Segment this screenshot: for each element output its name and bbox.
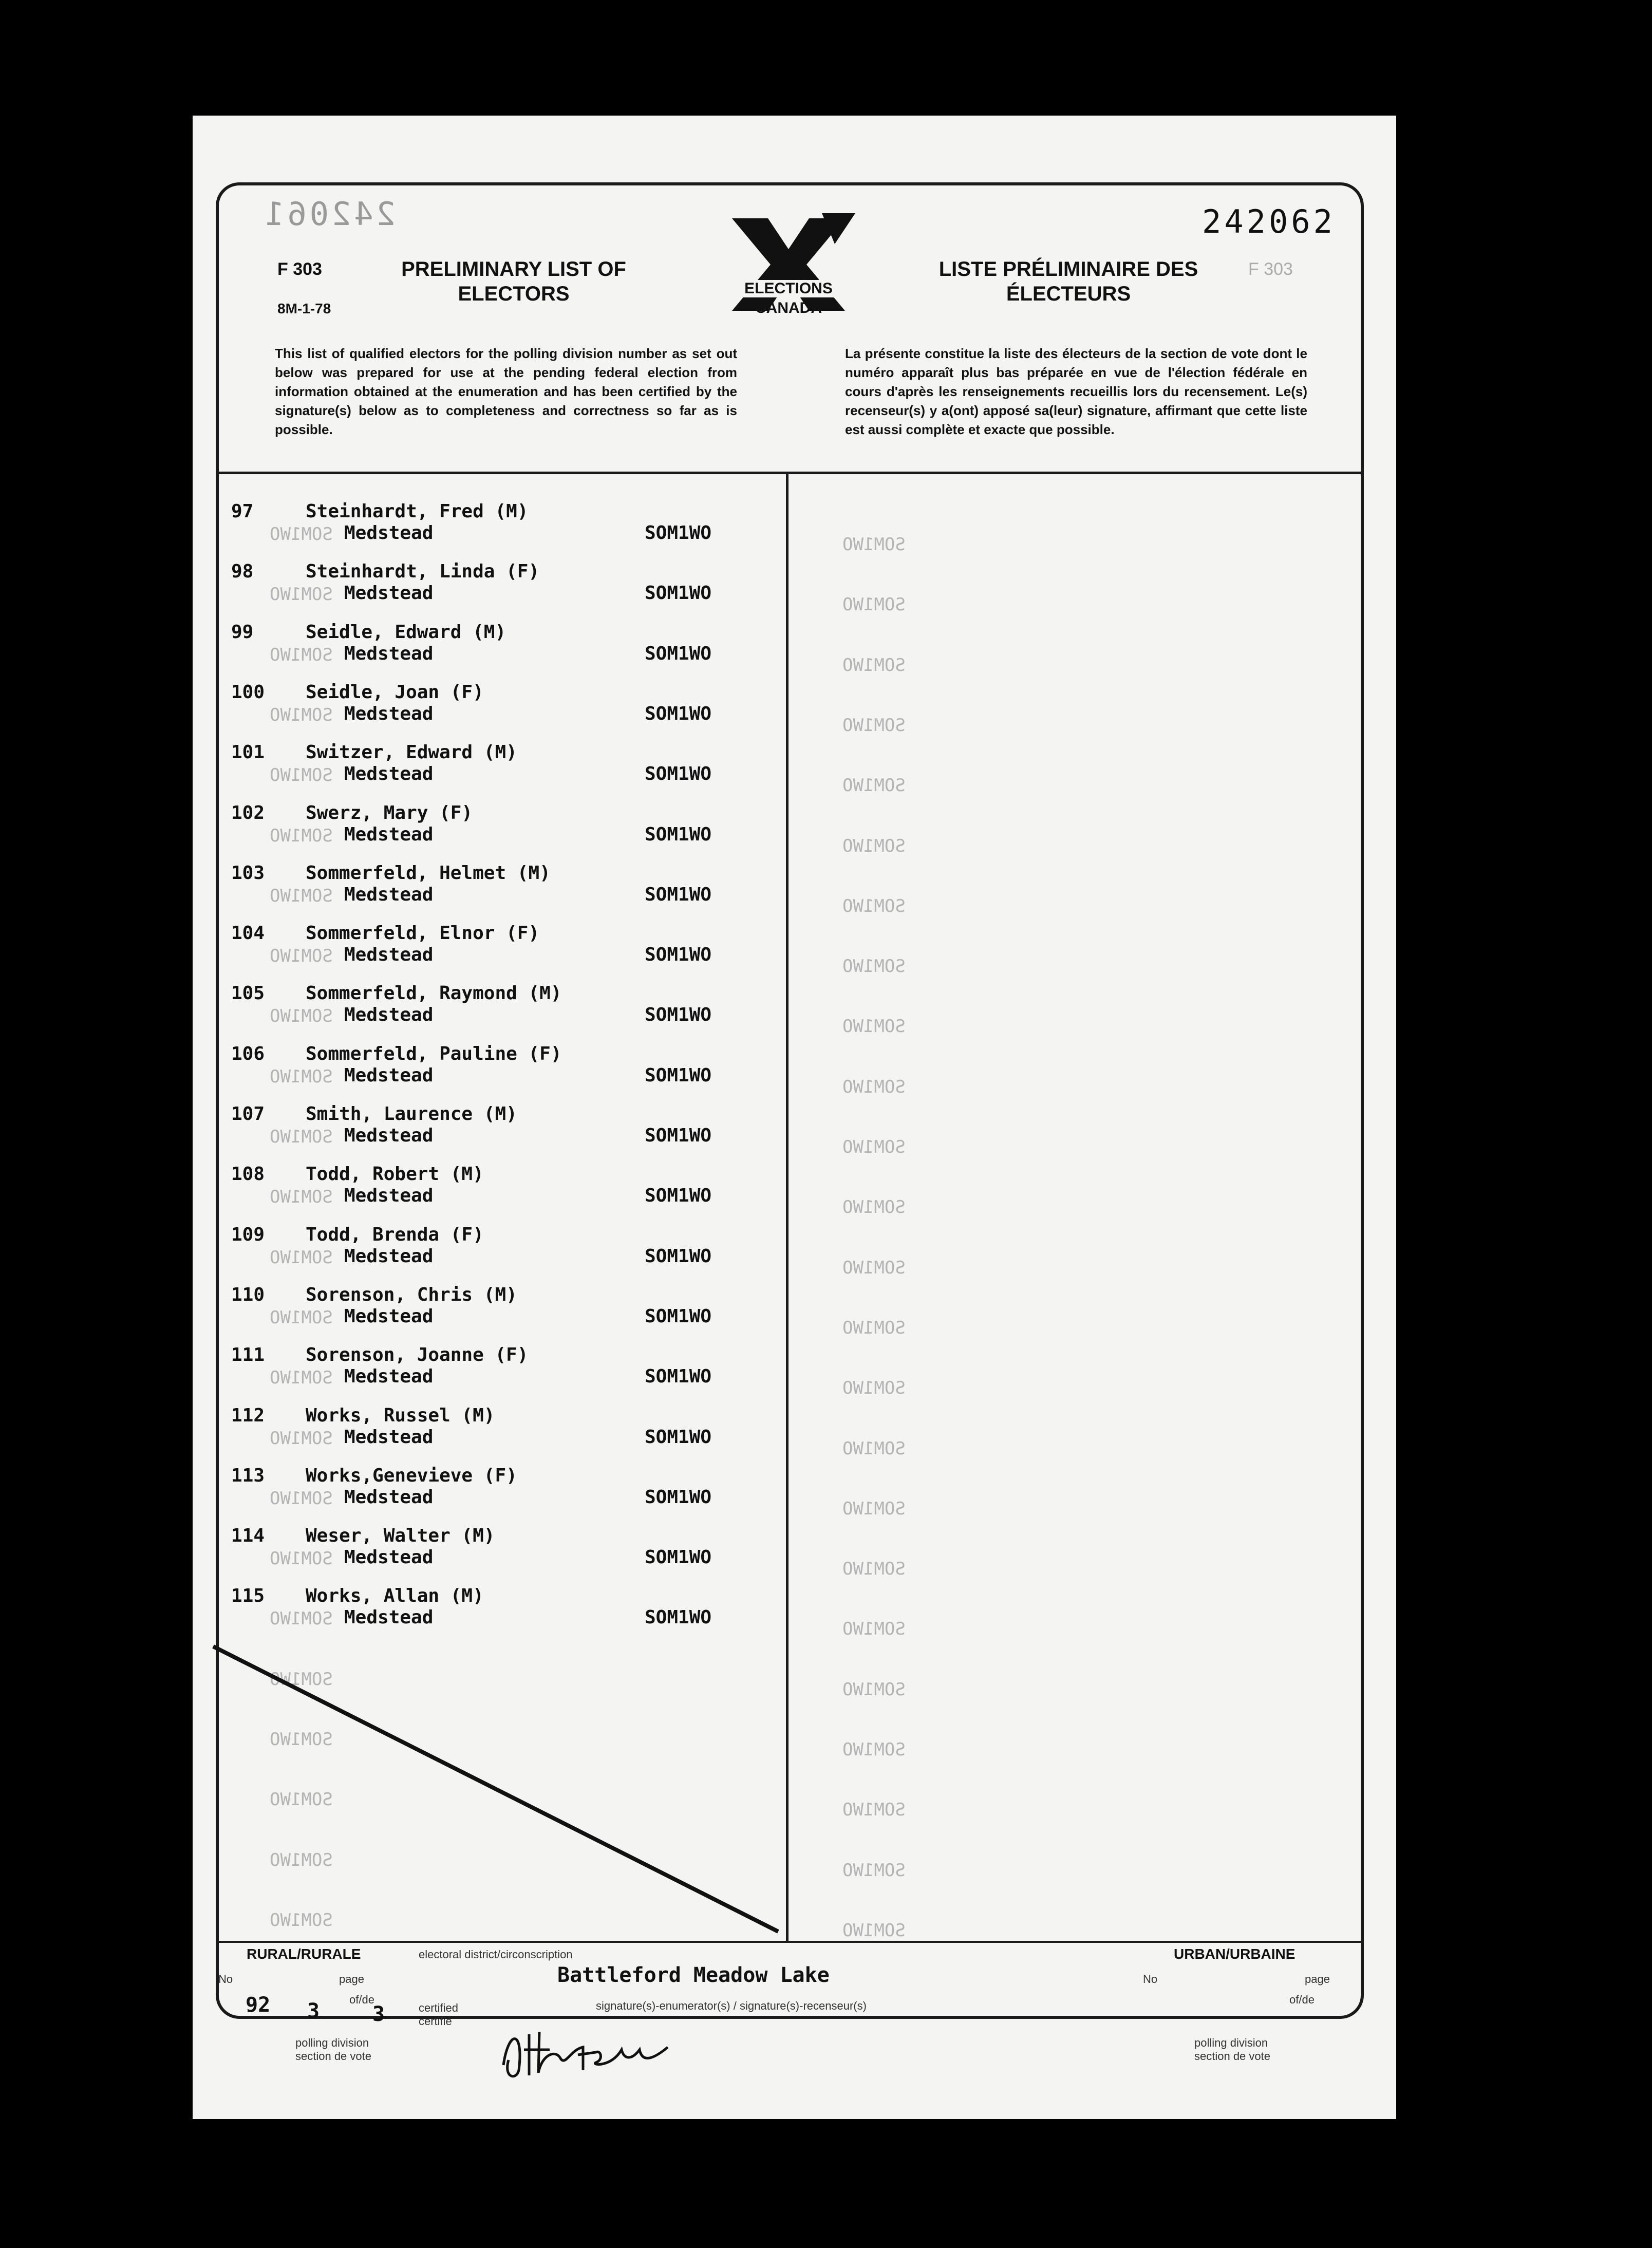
bleed-through-code-text: SOM1WO (842, 1860, 906, 1881)
entry-postal-code: SOM1WO (645, 1607, 712, 1628)
bleed-through-code-text: SOM1WO (270, 524, 333, 545)
entry-postal-code: SOM1WO (645, 1004, 712, 1026)
bleed-through-code-text: SOM1WO (270, 1066, 333, 1087)
serial-number: 242062 (1202, 203, 1336, 240)
elections-canada-logo (711, 208, 866, 324)
title-en-line2: ELECTORS (458, 283, 570, 305)
bleed-through-code (842, 715, 906, 736)
entry-place: Medstead (344, 1305, 434, 1327)
district-name: Battleford Meadow Lake (557, 1963, 830, 1987)
entry-place: Medstead (344, 884, 434, 905)
serial-number-ghost: 242061 (262, 195, 396, 233)
bleed-through-code (842, 1258, 906, 1278)
bleed-through-code (270, 1548, 333, 1569)
bleed-through-code (842, 1619, 906, 1639)
entry-postal-code: SOM1WO (645, 944, 712, 966)
page-right-label: page (1305, 1973, 1330, 1985)
section-de-vote-label: section de vote (295, 2050, 371, 2063)
no-right-label: No (1143, 1973, 1158, 1985)
entry-name: Todd, Brenda (F) (306, 1224, 484, 1245)
bleed-through-code (270, 826, 333, 846)
entry-name: Smith, Laurence (M) (306, 1103, 517, 1125)
logo-line1: ELECTIONS (724, 280, 853, 297)
urban-label: URBAN/URBAINE (1174, 1946, 1296, 1962)
bleed-through-code (270, 1488, 333, 1509)
page-number: 3 (307, 1999, 320, 2023)
logo-line2: CANADA (755, 299, 822, 316)
bleed-through-code (842, 1559, 906, 1579)
footer-divider (217, 1941, 1363, 1943)
entry-place: Medstead (344, 1245, 434, 1267)
certified-label: certified certifié (419, 2001, 459, 2028)
bleed-through-code (270, 1127, 333, 1147)
bleed-through-code-text: SOM1WO (270, 765, 333, 786)
bleed-through-code (842, 836, 906, 856)
entry-number: 106 (231, 1043, 265, 1064)
bleed-through-code-text: SOM1WO (842, 715, 906, 736)
entry-place: Medstead (344, 1547, 434, 1568)
bleed-through-code-text: SOM1WO (842, 1438, 906, 1459)
bleed-through-code (270, 1608, 333, 1629)
entry-postal-code: SOM1WO (645, 1486, 712, 1508)
entry-postal-code: SOM1WO (645, 823, 712, 845)
bleed-through-code (270, 584, 333, 605)
entry-place: Medstead (344, 1185, 434, 1207)
entry-place: Medstead (344, 1064, 434, 1086)
bleed-through-code (270, 1307, 333, 1328)
entry-number: 112 (231, 1404, 265, 1426)
bleed-through-code (842, 896, 906, 916)
entry-number: 103 (231, 862, 265, 884)
form-number-right: F 303 (1248, 259, 1293, 279)
bleed-through-code-text: SOM1WO (842, 1739, 906, 1760)
bleed-through-code-text: SOM1WO (270, 1127, 333, 1147)
entry-place: Medstead (344, 944, 434, 966)
bleed-through-code-text: SOM1WO (270, 1729, 333, 1750)
entry-postal-code: SOM1WO (645, 1547, 712, 1568)
bleed-through-code-text: SOM1WO (842, 1197, 906, 1218)
strike-through-line (205, 1634, 796, 1942)
bleed-through-code (842, 594, 906, 615)
intro-en: This list of qualified electors for the polling division number as set out below was prepared for use at the pending federal election from information obtained at the enumeration and has been certified by the signature(s) below as to completeness and correctness so far as is possible. (275, 346, 737, 437)
bleed-through-code (270, 1428, 333, 1449)
bleed-through-code-text: SOM1WO (842, 1498, 906, 1519)
entry-postal-code: SOM1WO (645, 522, 712, 544)
entry-name: Sorenson, Joanne (F) (306, 1344, 529, 1366)
of-label: of/de (349, 1993, 374, 2006)
poll-number: 92 (246, 1993, 271, 2017)
entry-postal-code: SOM1WO (645, 703, 712, 724)
entry-number: 100 (231, 681, 265, 703)
entry-postal-code: SOM1WO (645, 1185, 712, 1207)
entry-number: 105 (231, 983, 265, 1004)
entry-name: Sommerfeld, Pauline (F) (306, 1043, 562, 1064)
bleed-through-code-text: SOM1WO (842, 1137, 906, 1157)
bleed-through-code-text: SOM1WO (270, 825, 333, 846)
bleed-through-code (842, 534, 906, 555)
bleed-through-code-text: SOM1WO (270, 885, 333, 906)
entry-place: Medstead (344, 1426, 434, 1448)
entry-place: Medstead (344, 1125, 434, 1146)
bleed-through-code-text: SOM1WO (270, 1849, 333, 1870)
entry-place: Medstead (344, 703, 434, 724)
entry-number: 99 (231, 621, 254, 643)
bleed-through-code-text: SOM1WO (270, 1247, 333, 1268)
bleed-through-code (842, 1739, 906, 1760)
form-number: F 303 (277, 259, 322, 279)
signature-label: signature(s)-enumerator(s) / signature(s)-recenseur(s) (596, 1999, 867, 2012)
entry-postal-code: SOM1WO (645, 1125, 712, 1146)
of-right-label: of/de (1289, 1993, 1315, 2006)
entry-number: 113 (231, 1465, 265, 1486)
bleed-through-code-text: SOM1WO (842, 594, 906, 615)
bleed-through-code-text: SOM1WO (842, 654, 906, 676)
bleed-through-code-text: SOM1WO (270, 1428, 333, 1449)
entry-name: Seidle, Joan (F) (306, 681, 484, 703)
entry-name: Weser, Walter (M) (306, 1525, 495, 1547)
bleed-through-code-text: SOM1WO (842, 1559, 906, 1580)
entry-number: 114 (231, 1525, 265, 1547)
rural-label: RURAL/RURALE (247, 1946, 361, 1962)
entry-number: 101 (231, 742, 265, 763)
entry-number: 111 (231, 1344, 265, 1366)
bleed-through-code (270, 1066, 333, 1087)
bleed-through-code-text: SOM1WO (270, 1006, 333, 1027)
bleed-through-code (842, 1679, 906, 1700)
bleed-through-code-text: SOM1WO (842, 1257, 906, 1278)
entry-name: Works,Genevieve (F) (306, 1465, 517, 1486)
entry-postal-code: SOM1WO (645, 884, 712, 905)
entry-postal-code: SOM1WO (645, 1366, 712, 1388)
bleed-through-code (842, 956, 906, 977)
bleed-through-code-text: SOM1WO (842, 835, 906, 856)
entry-name: Steinhardt, Linda (F) (306, 561, 540, 583)
bleed-through-code-text: SOM1WO (842, 956, 906, 977)
bleed-through-code (842, 1498, 906, 1519)
entry-number: 102 (231, 802, 265, 823)
entry-place: Medstead (344, 823, 434, 845)
bleed-through-code-text: SOM1WO (270, 1608, 333, 1629)
entry-name: Sommerfeld, Raymond (M) (306, 983, 562, 1004)
bleed-through-code-text: SOM1WO (270, 1548, 333, 1569)
entry-postal-code: SOM1WO (645, 763, 712, 785)
entry-place: Medstead (344, 1366, 434, 1388)
bleed-through-code-text: SOM1WO (842, 1679, 906, 1700)
bleed-through-code (842, 1318, 906, 1338)
title-en-line1: PRELIMINARY LIST OF (401, 258, 626, 280)
bleed-through-code (842, 1077, 906, 1097)
entry-postal-code: SOM1WO (645, 583, 712, 604)
entry-place: Medstead (344, 583, 434, 604)
bleed-through-code-text: SOM1WO (270, 584, 333, 605)
entry-number: 110 (231, 1284, 265, 1305)
bleed-through-code-text: SOM1WO (842, 1016, 906, 1037)
bleed-through-code (842, 1920, 906, 1941)
entry-postal-code: SOM1WO (645, 1245, 712, 1267)
title-fr-line1: LISTE PRÉLIMINAIRE DES (938, 258, 1198, 280)
entry-number: 108 (231, 1164, 265, 1185)
bleed-through-code (842, 655, 906, 676)
bleed-through-code-text: SOM1WO (270, 1488, 333, 1509)
bleed-through-code (270, 1247, 333, 1268)
entry-name: Switzer, Edward (M) (306, 742, 517, 763)
entry-name: Sommerfeld, Elnor (F) (306, 923, 540, 944)
bleed-through-code-text: SOM1WO (842, 1920, 906, 1941)
bleed-through-code (842, 1860, 906, 1881)
bleed-through-code-text: SOM1WO (270, 1669, 333, 1690)
bleed-through-code-text: SOM1WO (842, 1378, 906, 1399)
entry-number: 97 (231, 501, 254, 522)
intro-fr: La présente constitue la liste des électeurs de la section de vote dont le numéro apparaît plus bas préparée en vue de l'élection fédérale en cours d'après les renseignements recueillis lors du recensement. Le(s) recenseur(s) y a(ont) apposé sa(leur) signature, affirmant que cette liste est aussi complète et exacte que possible. (845, 346, 1307, 437)
entry-number: 98 (231, 561, 254, 583)
entry-postal-code: SOM1WO (645, 643, 712, 664)
entry-postal-code: SOM1WO (645, 1426, 712, 1448)
no-label: No (218, 1973, 233, 1985)
title-en (380, 257, 647, 306)
bleed-through-code-text: SOM1WO (842, 1076, 906, 1097)
entry-name: Works, Russel (M) (306, 1404, 495, 1426)
bleed-through-code-text: SOM1WO (270, 1789, 333, 1810)
bleed-through-code (270, 946, 333, 966)
bleed-through-code (270, 1006, 333, 1026)
bleed-through-code (270, 705, 333, 725)
section-de-vote-right-label: section de vote (1194, 2050, 1270, 2063)
bleed-through-code-text: SOM1WO (270, 1187, 333, 1208)
bleed-through-code (842, 1016, 906, 1037)
bleed-through-code-text: SOM1WO (842, 1317, 906, 1338)
bleed-through-code (842, 1137, 906, 1157)
bleed-through-code-text: SOM1WO (842, 1800, 906, 1821)
entry-place: Medstead (344, 1607, 434, 1628)
bleed-through-code (842, 1800, 906, 1820)
entry-number: 107 (231, 1103, 265, 1125)
entry-number: 104 (231, 923, 265, 944)
bleed-through-code (270, 1187, 333, 1207)
bleed-through-code-text: SOM1WO (842, 534, 906, 555)
bleed-through-code (842, 1197, 906, 1217)
bleed-through-code-text: SOM1WO (270, 704, 333, 725)
entry-name: Steinhardt, Fred (M) (306, 501, 529, 522)
bleed-through-code-text: SOM1WO (270, 1367, 333, 1389)
entry-place: Medstead (344, 522, 434, 544)
bleed-through-code (842, 1438, 906, 1459)
title-fr-line2: ÉLECTEURS (1006, 283, 1131, 305)
page-label: page (339, 1973, 364, 1985)
bleed-through-code-text: SOM1WO (270, 946, 333, 967)
entry-name: Seidle, Edward (M) (306, 621, 506, 643)
bleed-through-code (270, 524, 333, 545)
entry-postal-code: SOM1WO (645, 1064, 712, 1086)
entry-name: Works, Allan (M) (306, 1585, 484, 1607)
polling-division-label: polling division (295, 2036, 369, 2049)
enumerator-signature (493, 2019, 683, 2086)
bleed-through-code-text: SOM1WO (270, 1909, 333, 1931)
bleed-through-code (270, 1367, 333, 1388)
entry-postal-code: SOM1WO (645, 1305, 712, 1327)
entry-name: Sorenson, Chris (M) (306, 1284, 517, 1305)
district-label: electoral district/circonscription (419, 1948, 573, 1961)
bleed-through-code (270, 765, 333, 785)
entry-name: Sommerfeld, Helmet (M) (306, 862, 551, 884)
bleed-through-code (842, 1378, 906, 1398)
form-code: 8M-1-78 (277, 301, 331, 316)
entry-name: Swerz, Mary (F) (306, 802, 473, 823)
bleed-through-code-text: SOM1WO (842, 895, 906, 916)
header-divider (217, 472, 1363, 474)
bleed-through-code-text: SOM1WO (270, 1307, 333, 1328)
entry-number: 109 (231, 1224, 265, 1245)
entry-place: Medstead (344, 1004, 434, 1026)
bleed-through-code (270, 886, 333, 906)
page-total: 3 (372, 2002, 385, 2026)
polling-division-right-label: polling division (1194, 2036, 1268, 2049)
entry-place: Medstead (344, 1486, 434, 1508)
bleed-through-code-text: SOM1WO (842, 775, 906, 796)
entry-place: Medstead (344, 763, 434, 785)
bleed-through-code-text: SOM1WO (842, 1619, 906, 1640)
entry-name: Todd, Robert (M) (306, 1164, 484, 1185)
entry-number: 115 (231, 1585, 265, 1607)
title-fr (925, 257, 1212, 306)
bleed-through-code (842, 775, 906, 796)
bleed-through-code-text: SOM1WO (270, 644, 333, 665)
entry-place: Medstead (344, 643, 434, 664)
bleed-through-code (270, 645, 333, 665)
